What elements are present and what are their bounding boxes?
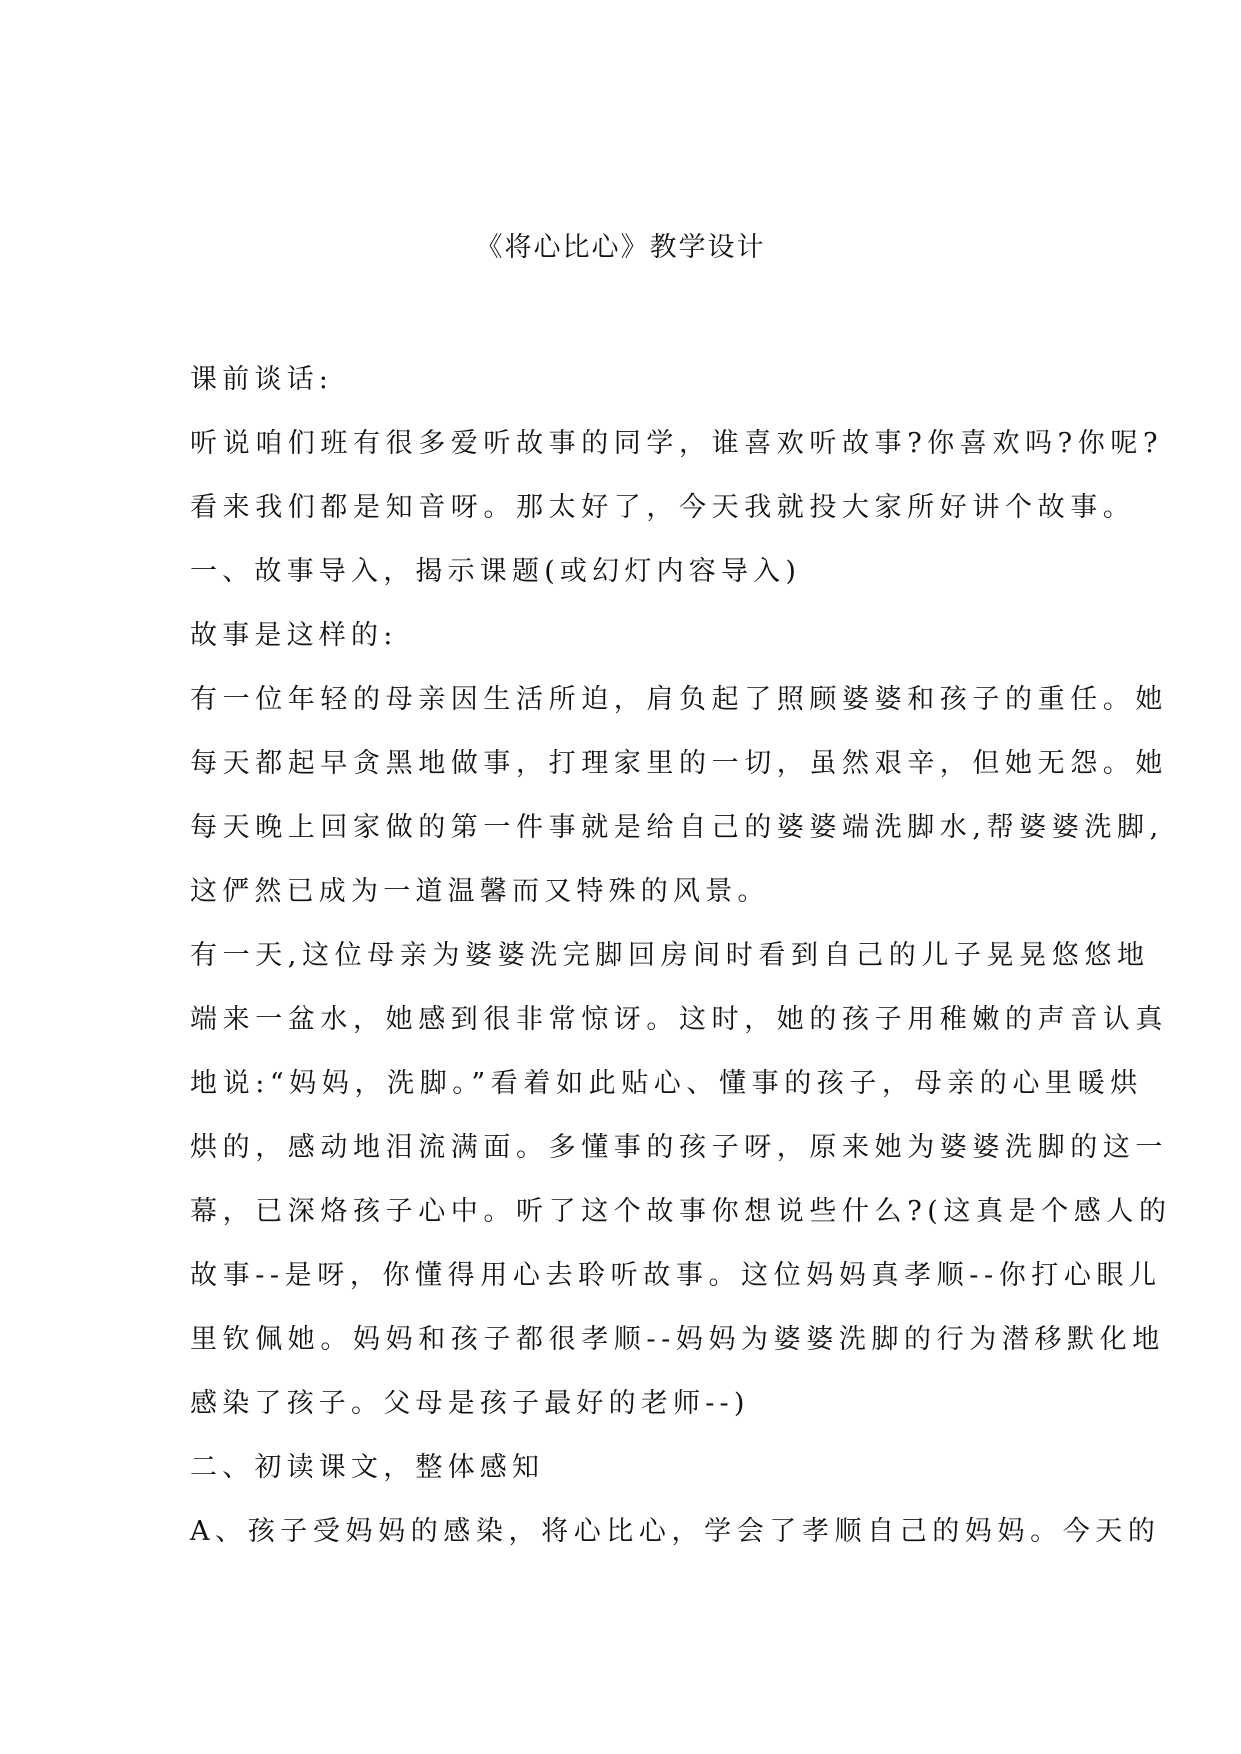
section-heading: 一、故事导入，揭示课题(或幻灯内容导入) [190, 556, 802, 587]
document-title: 《将心比心》教学设计 [475, 232, 766, 263]
paragraph-line: 有一天,这位母亲为婆婆洗完脚回房间时看到自己的儿子晃晃悠悠地 [190, 940, 1150, 971]
section-heading: 二、初读课文，整体感知 [190, 1452, 545, 1483]
paragraph-line: 里钦佩她。妈妈和孩子都很孝顺--妈妈为婆婆洗脚的行为潜移默化地 [190, 1324, 1165, 1355]
paragraph-line: 这俨然已成为一道温馨而又特殊的风景。 [190, 876, 770, 907]
paragraph-line: 故事是这样的: [190, 620, 398, 651]
paragraph-line: 看来我们都是知音呀。那太好了，今天我就投大家所好讲个故事。 [190, 492, 1136, 523]
paragraph-line: 烘的，感动地泪流满面。多懂事的孩子呀，原来她为婆婆洗脚的这一 [190, 1132, 1168, 1163]
document-body [190, 360, 1172, 1576]
paragraph-line: 每天都起早贪黑地做事，打理家里的一切，虽然艰辛，但她无怨。她 [190, 748, 1168, 779]
paragraph-line: 幕，已深烙孩子心中。听了这个故事你想说些什么?(这真是个感人的 [190, 1196, 1172, 1227]
paragraph-line: 地说:“妈妈，洗脚。”看着如此贴心、懂事的孩子，母亲的心里暖烘 [190, 1068, 1143, 1099]
paragraph-line: 故事--是呀，你懂得用心去聆听故事。这位妈妈真孝顺--你打心眼儿 [190, 1260, 1162, 1291]
paragraph-line: 每天晚上回家做的第一件事就是给自己的婆婆端洗脚水,帮婆婆洗脚, [190, 812, 1164, 843]
paragraph-line: 听说咱们班有很多爱听故事的同学，谁喜欢听故事?你喜欢吗?你呢? [190, 428, 1164, 459]
paragraph-line: 课前谈话: [190, 364, 334, 395]
paragraph-line: A、孩子受妈妈的感染，将心比心，学会了孝顺自己的妈妈。今天的 [190, 1516, 1161, 1547]
paragraph-line: 端来一盆水，她感到很非常惊讶。这时，她的孩子用稚嫩的声音认真 [190, 1004, 1168, 1035]
paragraph-line: 感染了孩子。父母是孩子最好的老师--) [190, 1388, 750, 1419]
paragraph-line: 有一位年轻的母亲因生活所迫，肩负起了照顾婆婆和孩子的重任。她 [190, 684, 1168, 715]
